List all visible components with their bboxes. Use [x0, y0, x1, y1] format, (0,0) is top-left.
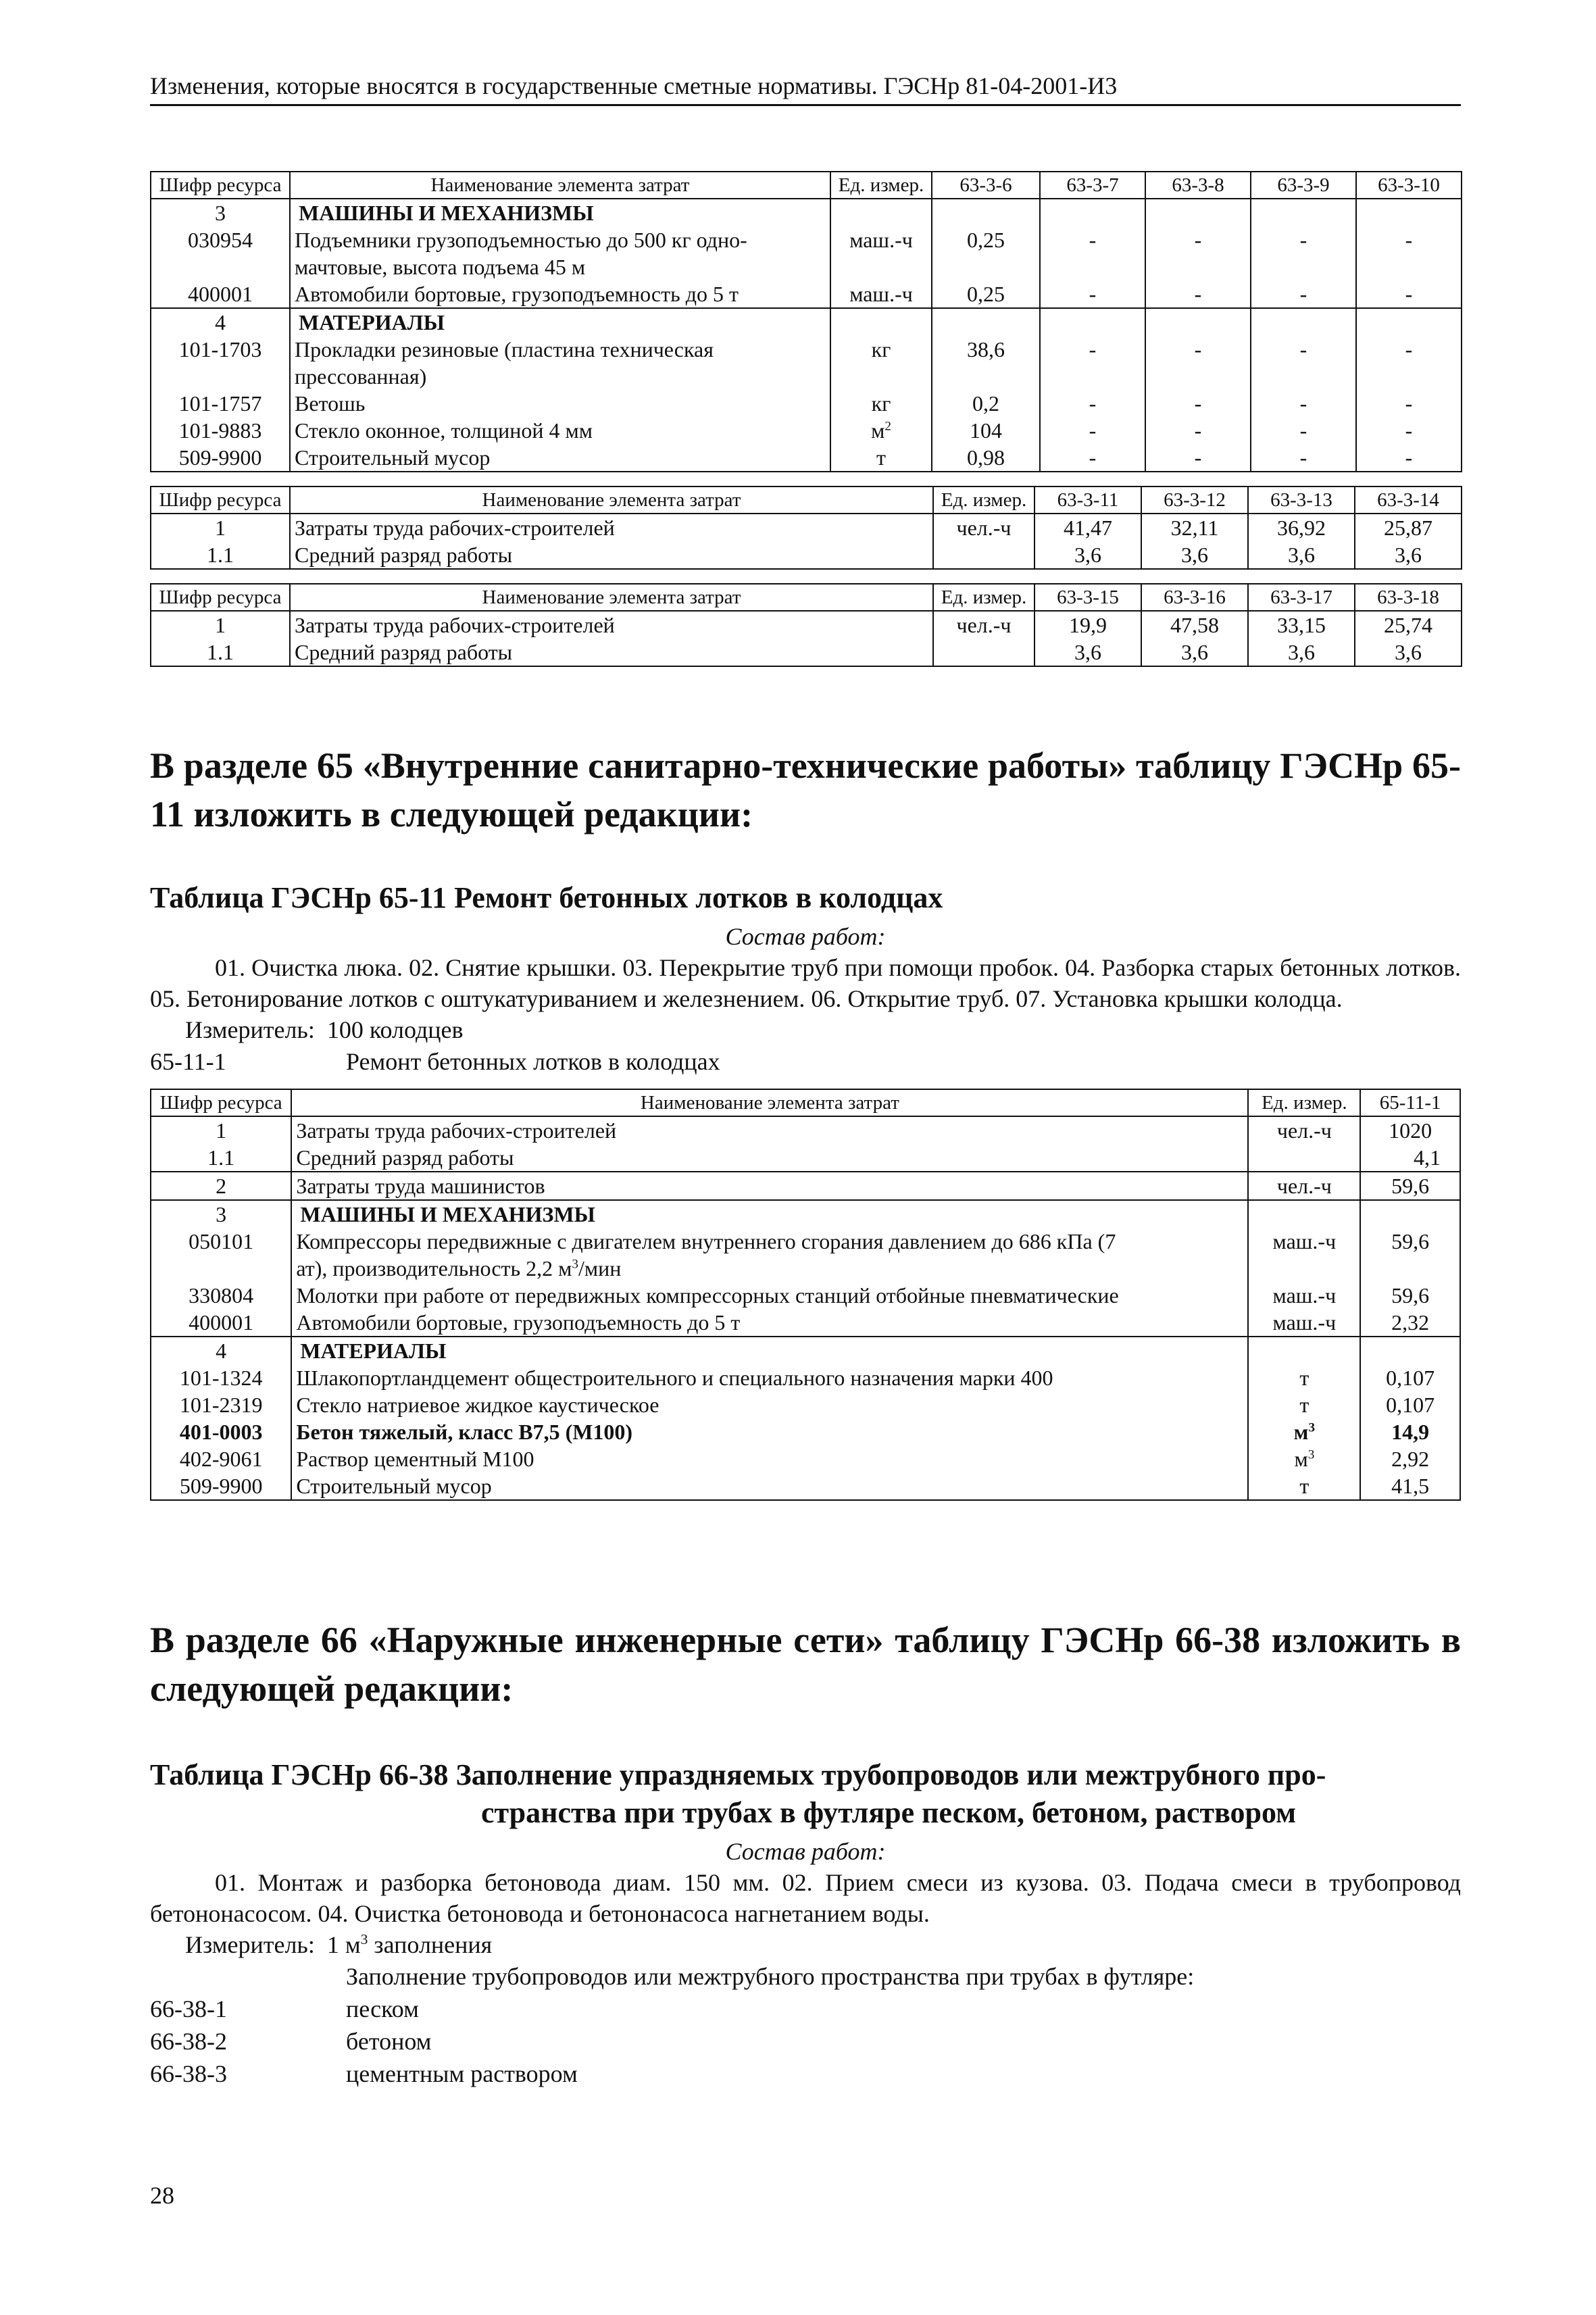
resource-table-63-3-15-18 [150, 583, 1462, 667]
section-65-heading: В разделе 65 «Внутренние санитарно-технические работы» таблицу ГЭСНр 65-11 изложить в следующей редакции: [150, 745, 1461, 835]
works-composition-text: 01. Монтаж и разборка бетоновода диам. 150 мм. 02. Прием смеси из кузова. 03. Подача смеси в трубопровод бетононасосом. 04. Очистка бетоновода и бетононасоса нагнетанием воды. [150, 1869, 1461, 1927]
table-row: 1.1 Средний разряд работы 3,6 3,6 3,6 3,6 [151, 639, 1462, 666]
table-row: 101-1324 Шлакопортландцемент общестроительного и специального назначения марки 400 т 0,107 [151, 1364, 1460, 1391]
table-header-row: Шифр ресурса Наименование элемента затрат Ед. измер. 65-11-1 [151, 1089, 1460, 1116]
norm-line: 65-11-1 Ремонт бетонных лотков в колодцах [150, 1048, 720, 1075]
page-number: 28 [150, 2182, 174, 2209]
header-cell: 63-3-8 [1145, 172, 1251, 199]
section-row: 4 МАТЕРИАЛЫ [151, 1337, 1460, 1364]
table-row: 101-2319 Стекло натриевое жидкое каустическое т 0,107 [151, 1391, 1460, 1418]
section-row: 4 МАТЕРИАЛЫ [151, 308, 1462, 336]
table-row: 509-9900 Строительный мусор т 0,98 - - - - [151, 444, 1462, 472]
resource-table-63-3-6-10 [150, 171, 1462, 472]
table-row: 030954 Подъемники грузоподъемностью до 500 кг одно- мачтовые, высота подъема 45 м маш.-ч 0,25 - - - - [151, 226, 1462, 280]
table-row: 2 Затраты труда машинистов чел.-ч 59,6 [151, 1172, 1460, 1200]
works-composition-title: Состав работ: [725, 923, 886, 950]
table-header-row: Шифр ресурса Наименование элемента затрат Ед. измер. 63-3-11 63-3-12 63-3-13 63-3-14 [151, 487, 1462, 514]
table-row: 101-1703 Прокладки резиновые (пластина техническая прессованная) кг 38,6 - - - - [151, 336, 1462, 390]
table-row: 400001 Автомобили бортовые, грузоподъемность до 5 т маш.-ч 0,25 - - - - [151, 280, 1462, 308]
table-66-38-title: Таблица ГЭСНр 66-38 Заполнение упраздняемых трубопроводов или межтрубного про- странства при трубах в футляре песком, бетоном, раствором [150, 1758, 1326, 1829]
resource-table-65-11-1 [150, 1089, 1461, 1501]
table-row: 050101 Компрессоры передвижные с двигателем внутреннего сгорания давлением до 686 кПа (7 ат), производительность 2,2 $м^3$/мин маш.-ч 59,6 [151, 1228, 1460, 1282]
table-header-row: Шифр ресурса Наименование элемента затрат Ед. измер. 63-3-15 63-3-16 63-3-17 63-3-18 [151, 584, 1462, 611]
section-row: 3 МАШИНЫ И МЕХАНИЗМЫ [151, 199, 1462, 226]
header-cell: 63-3-9 [1251, 172, 1356, 199]
meter-line: Измеритель: 100 колодцев [185, 1016, 464, 1043]
header-cell: Ед. измер. [830, 172, 932, 199]
page-content [150, 70, 1461, 2090]
table-row: 1 Затраты труда рабочих-строителей чел.-ч 19,9 47,58 33,15 25,74 [151, 611, 1462, 639]
section-66-heading: В разделе 66 «Наружные инженерные сети» таблицу ГЭСНр 66-38 изложить в следующей редакции: [150, 1620, 1461, 1709]
table-row: 1.1 Средний разряд работы 4,1 [151, 1144, 1460, 1172]
norm-line: 66-38-3 цементным раствором [150, 2060, 578, 2087]
running-header: Изменения, которые вносятся в государственные сметные нормативы. ГЭСНр 81-04-2001-И3 [150, 70, 1461, 106]
table-row-bold: 401-0003 Бетон тяжелый, класс В7,5 (М100) $м^3$ 14,9 [151, 1418, 1460, 1445]
table-header-row [151, 172, 1462, 199]
table-row: 1.1 Средний разряд работы 3,6 3,6 3,6 3,6 [151, 541, 1462, 569]
table-row: 1 Затраты труда рабочих-строителей чел.-ч 1020 [151, 1116, 1460, 1144]
table-row: 402-9061 Раствор цементный М100 $м^3$ 2,92 [151, 1445, 1460, 1472]
works-composition-title: Состав работ: [725, 1838, 886, 1865]
norm-group-intro: Заполнение трубопроводов или межтрубного пространства при трубах в футляре: [346, 1963, 1195, 1990]
table-row: 101-9883 Стекло оконное, толщиной 4 мм $м^2$ 104 - - - - [151, 417, 1462, 444]
meter-line: Измеритель: 1 $м^3$ заполнения [185, 1931, 493, 1958]
table-row: 330804 Молотки при работе от передвижных компрессорных станций отбойные пневматические маш.-ч 59,6 [151, 1282, 1460, 1309]
table-65-11-title: Таблица ГЭСНр 65-11 Ремонт бетонных лотков в колодцах [150, 881, 943, 914]
header-cell: 63-3-10 [1356, 172, 1462, 199]
table-row: 400001 Автомобили бортовые, грузоподъемность до 5 т маш.-ч 2,32 [151, 1309, 1460, 1337]
norm-line: 66-38-1 песком [150, 1995, 419, 2022]
section-row: 3 МАШИНЫ И МЕХАНИЗМЫ [151, 1200, 1460, 1228]
norm-line: 66-38-2 бетоном [150, 2028, 432, 2055]
header-cell: 63-3-7 [1040, 172, 1145, 199]
header-cell: 63-3-6 [932, 172, 1040, 199]
header-cell: Шифр ресурса [151, 172, 290, 199]
header-cell: Наименование элемента затрат [290, 172, 830, 199]
resource-table-63-3-11-14 [150, 486, 1462, 570]
table-row: 101-1757 Ветошь кг 0,2 - - - - [151, 390, 1462, 417]
table-row: 1 Затраты труда рабочих-строителей чел.-ч 41,47 32,11 36,92 25,87 [151, 514, 1462, 541]
table-row: 509-9900 Строительный мусор т 41,5 [151, 1472, 1460, 1500]
works-composition-text: 01. Очистка люка. 02. Снятие крышки. 03. Перекрытие труб при помощи пробок. 04. Разборка старых бетонных лотков. 05. Бетонирование лотков с оштукатуриванием и железнением. 06. Открытие труб. 07. Установка крышки колодца. [150, 954, 1461, 1012]
